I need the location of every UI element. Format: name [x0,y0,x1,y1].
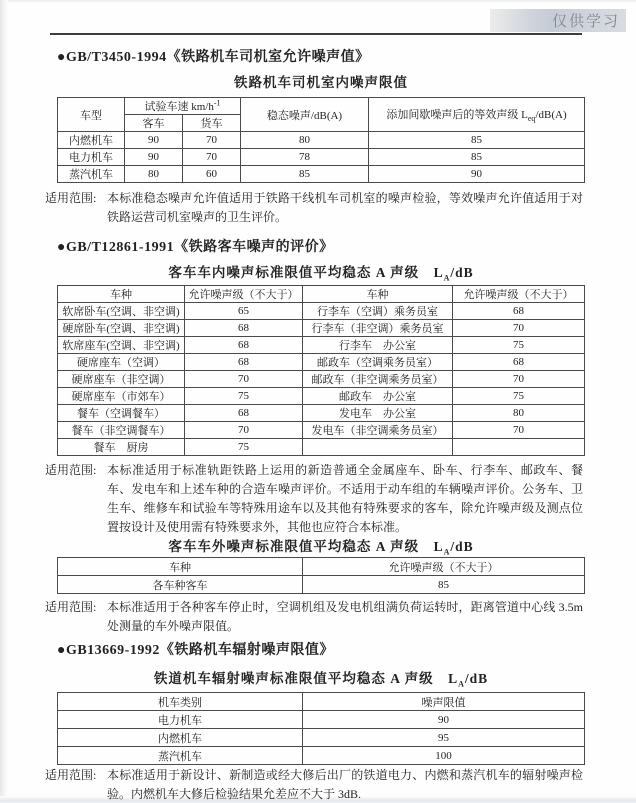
table-header-row [58,286,585,303]
table-cell: 邮政车（空调乘务员室） [303,354,453,371]
table-cell: 68 [185,337,303,354]
table-cell: 硬席座车（市郊车） [58,388,185,405]
table-cell: 内燃机车 [58,132,125,149]
cab-noise-table [57,97,585,183]
title-subscript: A [443,273,451,283]
table-cell: 85 [369,149,585,166]
table-cell: 70 [185,422,303,439]
table-cell: 软席座车(空调、非空调) [58,337,185,354]
header-cell-vehicle-type: 车型 [58,98,125,132]
table-title-radiated-noise [57,667,585,689]
scope-text: 本标准适用于新设计、新制造或经大修后出厂的铁道电力、内燃和蒸汽机车的辐射噪声检验。内燃机车大修后检验结果允差应不大于 3dB. [107,768,583,801]
table-cell: 85 [241,166,369,183]
table-cell: 65 [185,303,303,320]
title-subscript: A [458,679,465,689]
header-cell-allowed-level: 允许噪声级（不大于） [303,558,585,576]
interior-noise-table [57,285,585,456]
table-cell: 80 [125,166,183,183]
table-cell: 行李车（空调）乘务员室 [303,303,453,320]
table-cell: 90 [125,132,183,149]
header-cell-car-type: 车种 [58,286,185,303]
table-row [58,405,585,422]
table-header-row [58,98,585,115]
header-cell-steady-noise: 稳态噪声/dB(A) [241,98,369,132]
standard-heading-gbt12861: ●GB/T12861-1991《铁路客车噪声的评价》 [57,240,334,255]
table-cell: 75 [453,337,585,354]
table-cell: 68 [185,405,303,422]
header-cell-allowed-level: 允许噪声级（不大于） [453,286,585,303]
table-row [58,149,585,166]
test-speed-label: 试验车速 km/h [144,101,214,113]
table-row [58,747,585,765]
radiated-noise-table [57,692,585,765]
table-cell: 行李车 办公室 [303,337,453,354]
equivalent-level-subscript: eq [527,114,536,124]
scan-edge-left [0,0,8,803]
table-cell: 电力机车 [58,711,303,729]
table-cell: 90 [125,149,183,166]
title-unit: /dB [464,671,489,686]
header-cell-passenger: 客车 [125,115,183,132]
table-row [58,576,585,594]
header-cell-freight: 货车 [183,115,241,132]
table-cell: 70 [453,371,585,388]
table-cell: 70 [183,132,241,149]
table-cell: 硬席座车（空调） [58,354,185,371]
scope-label: 适用范围: [45,191,97,205]
table-cell: 硬席座车（非空调） [58,371,185,388]
table-cell: 100 [303,747,585,765]
table-cell: 蒸汽机车 [58,747,303,765]
header-cell-test-speed [125,98,241,115]
header-rule [50,33,582,35]
table-cell: 75 [185,388,303,405]
table-cell: 餐车 厨房 [58,439,185,456]
table-cell: 70 [183,149,241,166]
scope-text: 本标准适用于标准轨距铁路上运用的新造普通全金属座车、卧车、行李车、邮政车、餐车、发电车和上述车种的合造车噪声评价。不适用于动车组的车辆噪声评价。公务车、卫生车、维修车和试验车等特殊用途车以及其他有特殊要求的客车，除允许噪声级及测点位置按设计及使用需有特殊要求外，其他也应符合本标准。 [107,463,583,534]
scan-edge-top [0,0,636,3]
table-cell: 78 [241,149,369,166]
watermark-badge [490,9,626,32]
table-cell: 60 [183,166,241,183]
header-cell-noise-limit: 噪声限值 [303,693,585,711]
table-cell: 90 [369,166,585,183]
table-cell: 68 [185,320,303,337]
table-cell: 餐车（非空调餐车） [58,422,185,439]
table-cell: 75 [453,388,585,405]
table-row [58,337,585,354]
table-cell: 餐车（空调餐车） [58,405,185,422]
table-cell: 电力机车 [58,149,125,166]
table-cell: 70 [185,371,303,388]
table-cell: 软席卧车(空调、非空调) [58,303,185,320]
table-row [58,422,585,439]
table-cell: 70 [453,320,585,337]
table-row [58,729,585,747]
scope-text: 本标准稳态噪声允许值适用于铁路干线机车司机室的噪声检验，等效噪声允许值适用于对铁路运营司机室噪声的卫生评价。 [107,191,583,224]
table-title-exterior-noise [57,535,585,557]
table-cell: 内燃机车 [58,729,303,747]
table-cell: 邮政车 办公室 [303,388,453,405]
title-subscript: A [443,547,451,557]
table-row [58,132,585,149]
equivalent-level-unit: /dB(A) [535,108,567,121]
table-cell: 68 [453,303,585,320]
standard-heading-gbt3450: ●GB/T3450-1994《铁路机车司机室允许噪声值》 [57,50,370,65]
table-row [58,320,585,337]
header-cell-equivalent-level [369,98,585,132]
table-cell: 行李车（非空调）乘务员室 [303,320,453,337]
header-cell-car-type: 车种 [58,558,303,576]
table-row [58,371,585,388]
table-cell: 各车种客车 [58,576,303,594]
table-cell: 80 [241,132,369,149]
table-row [58,711,585,729]
scope-label: 适用范围: [45,463,97,477]
scope-note-radiated [45,766,583,803]
table-cell: 68 [453,354,585,371]
title-text: 客车车内噪声标准限值平均稳态 A 声级 L [168,265,444,280]
table-cell: 邮政车（非空调乘务员室） [303,371,453,388]
scope-note-exterior [45,598,583,636]
title-text: 客车车外噪声标准限值平均稳态 A 声级 L [168,539,444,554]
exterior-noise-table [57,557,585,594]
scope-note-cab [45,189,583,227]
table-cell: 75 [185,439,303,456]
title-unit: /dB [450,539,474,554]
table-cell: 70 [453,422,585,439]
scope-text: 本标准适用于各种客车停止时，空调机组及发电机组满负荷运转时，距离管道中心线 3.5m 处测量的车外噪声限值。 [107,600,583,633]
watermark-text: 仅供学习 [551,13,620,30]
table-title-interior-noise [57,261,585,283]
table-title-cab-noise: 铁路机车司机室内噪声限值 [234,75,408,90]
table-row [58,166,585,183]
table-cell: 85 [369,132,585,149]
header-cell-car-type: 车种 [303,286,453,303]
speed-exponent: -1 [213,98,221,108]
scope-note-interior [45,461,583,537]
scope-label: 适用范围: [45,600,97,614]
table-cell: 68 [185,354,303,371]
table-cell: 发电车（非空调乘务员室） [303,422,453,439]
table-header-row [58,693,585,711]
table-header-row [58,558,585,576]
scope-label: 适用范围: [45,768,97,782]
table-cell: 95 [303,729,585,747]
standard-heading-gb13669: ●GB13669-1992《铁路机车辐射噪声限值》 [57,643,334,658]
table-cell: 90 [303,711,585,729]
table-cell: 硬席卧车(空调、非空调) [58,320,185,337]
header-cell-allowed-level: 允许噪声级（不大于） [185,286,303,303]
table-cell: 85 [303,576,585,594]
table-cell: 蒸汽机车 [58,166,125,183]
table-cell [303,439,453,456]
title-unit: /dB [450,265,474,280]
table-cell: 80 [453,405,585,422]
table-cell: 发电车 办公室 [303,405,453,422]
table-row [58,388,585,405]
table-row [58,439,585,456]
table-row [58,303,585,320]
table-row [58,354,585,371]
equivalent-level-label: 添加间歇噪声后的等效声级 L [386,108,528,121]
table-cell [453,439,585,456]
title-text: 铁道机车辐射噪声标准限值平均稳态 A 声级 L [153,671,459,686]
header-cell-locomotive-class: 机车类别 [58,693,303,711]
